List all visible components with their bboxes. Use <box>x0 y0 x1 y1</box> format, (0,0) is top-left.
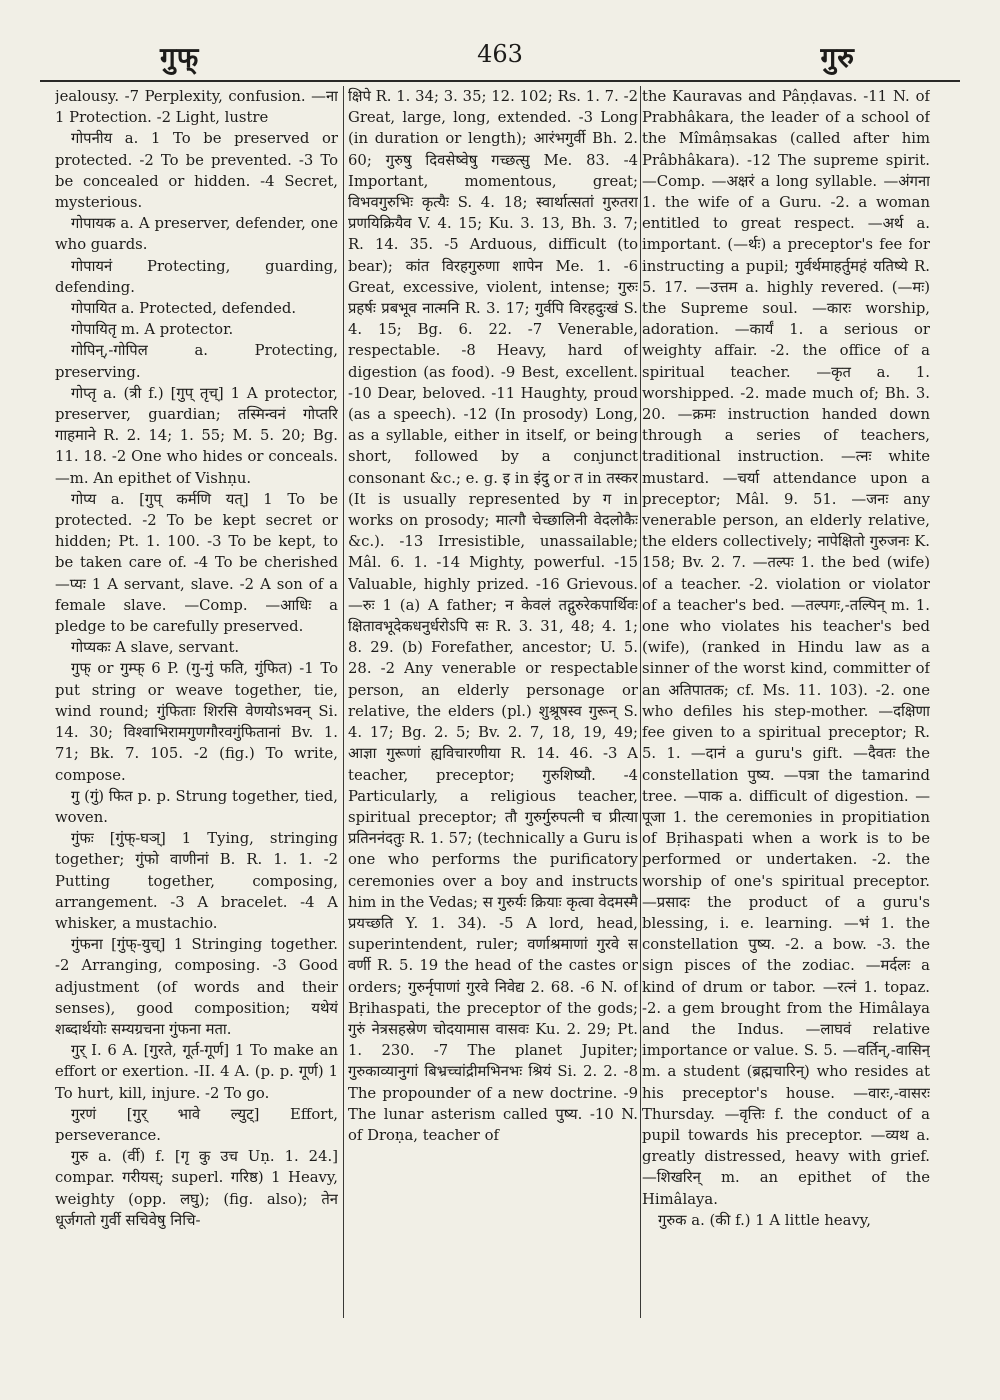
dictionary-entry: क्षिपे R. 1. 34; 3. 35; 12. 102; Rs. 1. 7. -2 Great, large, long, extended. -3 Long (in duration or length); आरंभगुर्वी Bh. 2. 60; गुरुषु दिवसेष्वेषु गच्छत्सु Me. 83. -4 Important, momentous, great; विभवगुरुभिः कृत्यैः S. 4. 18; स्वार्थात्सतां गुरुतरा प्रणयिक्रियैव V. 4. 15; Ku. 3. 13, Bh. 3. 7; R. 14. 35. -5 Arduous, difficult (to bear); कांत विरहगुरुणा शापेन Me. 1. -6 Great, excessive, violent, intense; गुरुः प्रहर्षः प्रबभूव नात्मनि R. 3. 17; गुर्वपि विरहदुःखं S. 4. 15; Bg. 6. 22. -7 Venerable, respectable. -8 Heavy, hard of digestion (as food). -9 Best, excellent. -10 Dear, beloved. -11 Haughty, proud (as a speech). -12 (In prosody) Long, as a syllable, either in itself, or being short, followed by a conjunct consonant &c.; e. g. इ in इंदु or त in तस्कर (It is usually represented by ग in works on prosody; मात्गौ चेच्छालिनी वेदलोकैः &c.). -13 Irresistible, unassailable; Mâl. 6. 1. -14 Mighty, powerful. -15 Valuable, highly prized. -16 Grievous. —रुः 1 (a) A father; न केवलं तद्गुरुरेकपार्थिवः क्षितावभूदेकधनुर्धरोऽपि सः R. 3. 31, 48; 4. 1; 8. 29. (b) Forefather, ancestor; U. 5. 28. -2 Any venerable or respectable person, an elderly personage or relative, the elders (pl.) शुश्रूषस्व गुरून् S. 4. 17; Bg. 2. 5; Bv. 2. 7, 18, 19, 49; आज्ञा गुरूणां ह्यविचारणीया R. 14. 46. -3 A teacher, preceptor; गुरुशिष्यौ. -4 Particularly, a religious teacher, spiritual preceptor; तौ गुरुर्गुरुपत्नी च प्रीत्या प्रतिननंदतुः R. 1. 57; (technically a Guru is one who performs the purificatory ceremonies over a boy and instructs him in the Vedas; स गुरुर्यः क्रियाः कृत्वा वेदमस्मै प्रयच्छति Y. 1. 34). -5 A lord, head, superintendent, ruler; वर्णाश्रमाणां गुरवे स वर्णी R. 5. 19 the head of the castes or orders; गुरुर्नृपाणां गुरवे निवेद्य 2. 68. -6 N. of Bṛihaspati, the preceptor of the gods; गुरुं नेत्रसहस्रेण चोदयामास वासवः Ku. 2. 29; Pt. 1. 230. -7 The planet Jupiter; गुरुकाव्यानुगां बिभ्रच्चांद्रीमभिनभः श्रियं Si. 2. 2. -8 The propounder of a new doctrine. -9 The lunar asterism called पुष्य. -10 N. of Droṇa, teacher of <box>348 88 638 1144</box>
dictionary-entry: गोप्यकः A slave, servant. <box>71 639 240 657</box>
dictionary-entry: गोपायनं Protecting, guarding, defending. <box>55 257 338 296</box>
dictionary-entry: गोप्य a. [गुप् कर्मणि यत्] 1 To be protected. -2 To be kept secret or hidden; Pt. 1. 100. -3 To be kept, to be taken care of. -4 To be cherished —प्यः 1 A servant, slave. -2 A son of a female slave. —Comp. —आधिः a pledge to be carefully preserved. <box>55 490 338 636</box>
dictionary-entry: गुंफः [गुंफ्-घञ्] 1 Tying, stringing together; गुंफो वाणीनां B. R. 1. 1. -2 Putting together, composing, arrangement. -3 A bracelet. -4 A whisker, a mustachio. <box>55 830 338 932</box>
column-rule <box>343 86 344 1318</box>
dictionary-entry: गोपायितृ m. A protector. <box>71 321 234 339</box>
dictionary-entry: गोपायित a. Protected, defended. <box>71 300 297 318</box>
dictionary-entry: गुंफना [गुंफ्-युच्] 1 Stringing together. -2 Arranging, composing. -3 Good adjustment (of words and their senses), good composition; यथेयं शब्दार्थयोः सम्यग्रचना गुंफना मता. <box>55 936 338 1038</box>
left-running-headword: गुफ् <box>160 41 200 74</box>
dictionary-entry: गुफ् or गुम्फ् 6 P. (गु-गुं फति, गुंफित) -1 To put string or weave together, tie, wind round; गुंफिताः शिरसि वेणयोऽभवन् Si. 14. 30; विश्वाभिरामगुणगौरवगुंफितानां Bv. 1. 71; Bk. 7. 105. -2 (fig.) To write, compose. <box>55 660 338 784</box>
dictionary-entry: गु (गुं) फित p. p. Strung together, tied, woven. <box>55 787 338 826</box>
dictionary-entry: गोपिन्,-गोपिल a. Protecting, preserving. <box>55 342 338 381</box>
column-left <box>55 86 338 1318</box>
page-number: 463 <box>477 40 523 68</box>
dictionary-entry: गोपायक a. A preserver, defender, one who guards. <box>55 215 338 254</box>
right-running-headword: गुरु <box>820 41 855 74</box>
dictionary-entry: jealousy. -7 Perplexity, confusion. —ना 1 Protection. -2 Light, lustre <box>55 88 338 127</box>
dictionary-entry: गोपनीय a. 1 To be preserved or protected. -2 To be prevented. -3 To be concealed or hidden. -4 Secret, mysterious. <box>55 130 338 212</box>
dictionary-entry: गुरुक a. (की f.) 1 A little heavy, <box>658 1211 871 1229</box>
column-middle <box>348 86 638 1318</box>
page-header <box>40 30 960 82</box>
column-right <box>642 86 930 1318</box>
dictionary-entry: गुरु a. (र्वी) f. [गृ कु उच Uṇ. 1. 24.] compar. गरीयस्; superl. गरिष्ठ) 1 Heavy, weighty (opp. लघु); (fig. also); तेन धूर्जगतो गुर्वी सचिवेषु निचि- <box>55 1148 338 1229</box>
dictionary-entry: गुर् I. 6 A. [गुरते, गूर्त-गूर्ण] 1 To make an effort or exertion. -II. 4 A. (p. p. गूर्ण) 1 To hurt, kill, injure. -2 To go. <box>55 1042 338 1102</box>
dictionary-entry: the Kauravas and Pâṇḍavas. -11 N. of Prabhâkara, the leader of a school of the Mîmâṃsakas (called after him Prâbhâkara). -12 The supreme spirit. —Comp. —अक्षरं a long syllable. —अंगना 1. the wife of a Guru. -2. a woman entitled to great respect. —अर्थ a. important. (—र्थः) a preceptor's fee for instructing a pupil; गुर्वर्थमाहर्तुमहं यतिष्ये R. 5. 17. —उत्तम a. highly revered. (—मः) the Supreme soul. —कारः worship, adoration. —कार्यं 1. a serious or weighty affair. -2. the office of a spiritual teacher. —कृत a. 1. worshipped. -2. made much of; Bh. 3. 20. —क्रमः instruction handed down through a series of teachers, traditional instruction. —त्नः white mustard. —चर्या attendance upon a preceptor; Mâl. 9. 51. —जनः any venerable person, an elderly relative, the elders collectively; नापेक्षितो गुरुजनः K. 158; Bv. 2. 7. —तल्पः 1. the bed (wife) of a teacher. -2. violation or violator of a teacher's bed. —तल्पगः,-तल्पिन् m. 1. one who violates his teacher's bed (wife), (ranked in Hindu law as a sinner of the worst kind, committer of an अतिपातक; cf. Ms. 11. 103). -2. one who defiles his step-mother. —दक्षिणा fee given to a spiritual preceptor; R. 5. 1. —दानं a guru's gift. —दैवतः the constellation पुष्य. —पत्रा the tamarind tree. —पाक a. difficult of digestion. —पूजा 1. the ceremonies in propitiation of Bṛihaspati when a work is to be performed or undertaken. -2. the worship of one's spiritual preceptor. —प्रसादः the product of a guru's blessing, i. e. learning. —भं 1. the constellation पुष्य. -2. a bow. -3. the sign pisces of the zodiac. —मर्दलः a kind of drum or tabor. —रत्नं 1. topaz. -2. a gem brought from the Himâlaya and the Indus. —लाघवं relative importance or value. S. 5. —वर्तिन्,-वासिन् m. a student (ब्रह्मचारिन्) who resides at his preceptor's house. —वारः,-वासरः Thursday. —वृत्तिः f. the conduct of a pupil towards his preceptor. —व्यथ a. greatly distressed, heavy with grief. —शिखरिन् m. an epithet of the Himâlaya. <box>642 88 930 1208</box>
column-rule <box>640 86 641 1318</box>
dictionary-entry: गोप्तृ a. (त्री f.) [गुप् तृच्] 1 A protector, preserver, guardian; तस्मिन्वनं गोप्तरि गाहमाने R. 2. 14; 1. 55; M. 5. 20; Bg. 11. 18. -2 One who hides or conceals. —m. An epithet of Vishṇu. <box>55 384 338 487</box>
dictionary-entry: गुरणं [गुर् भावे ल्युट्] Effort, perseverance. <box>55 1105 338 1144</box>
